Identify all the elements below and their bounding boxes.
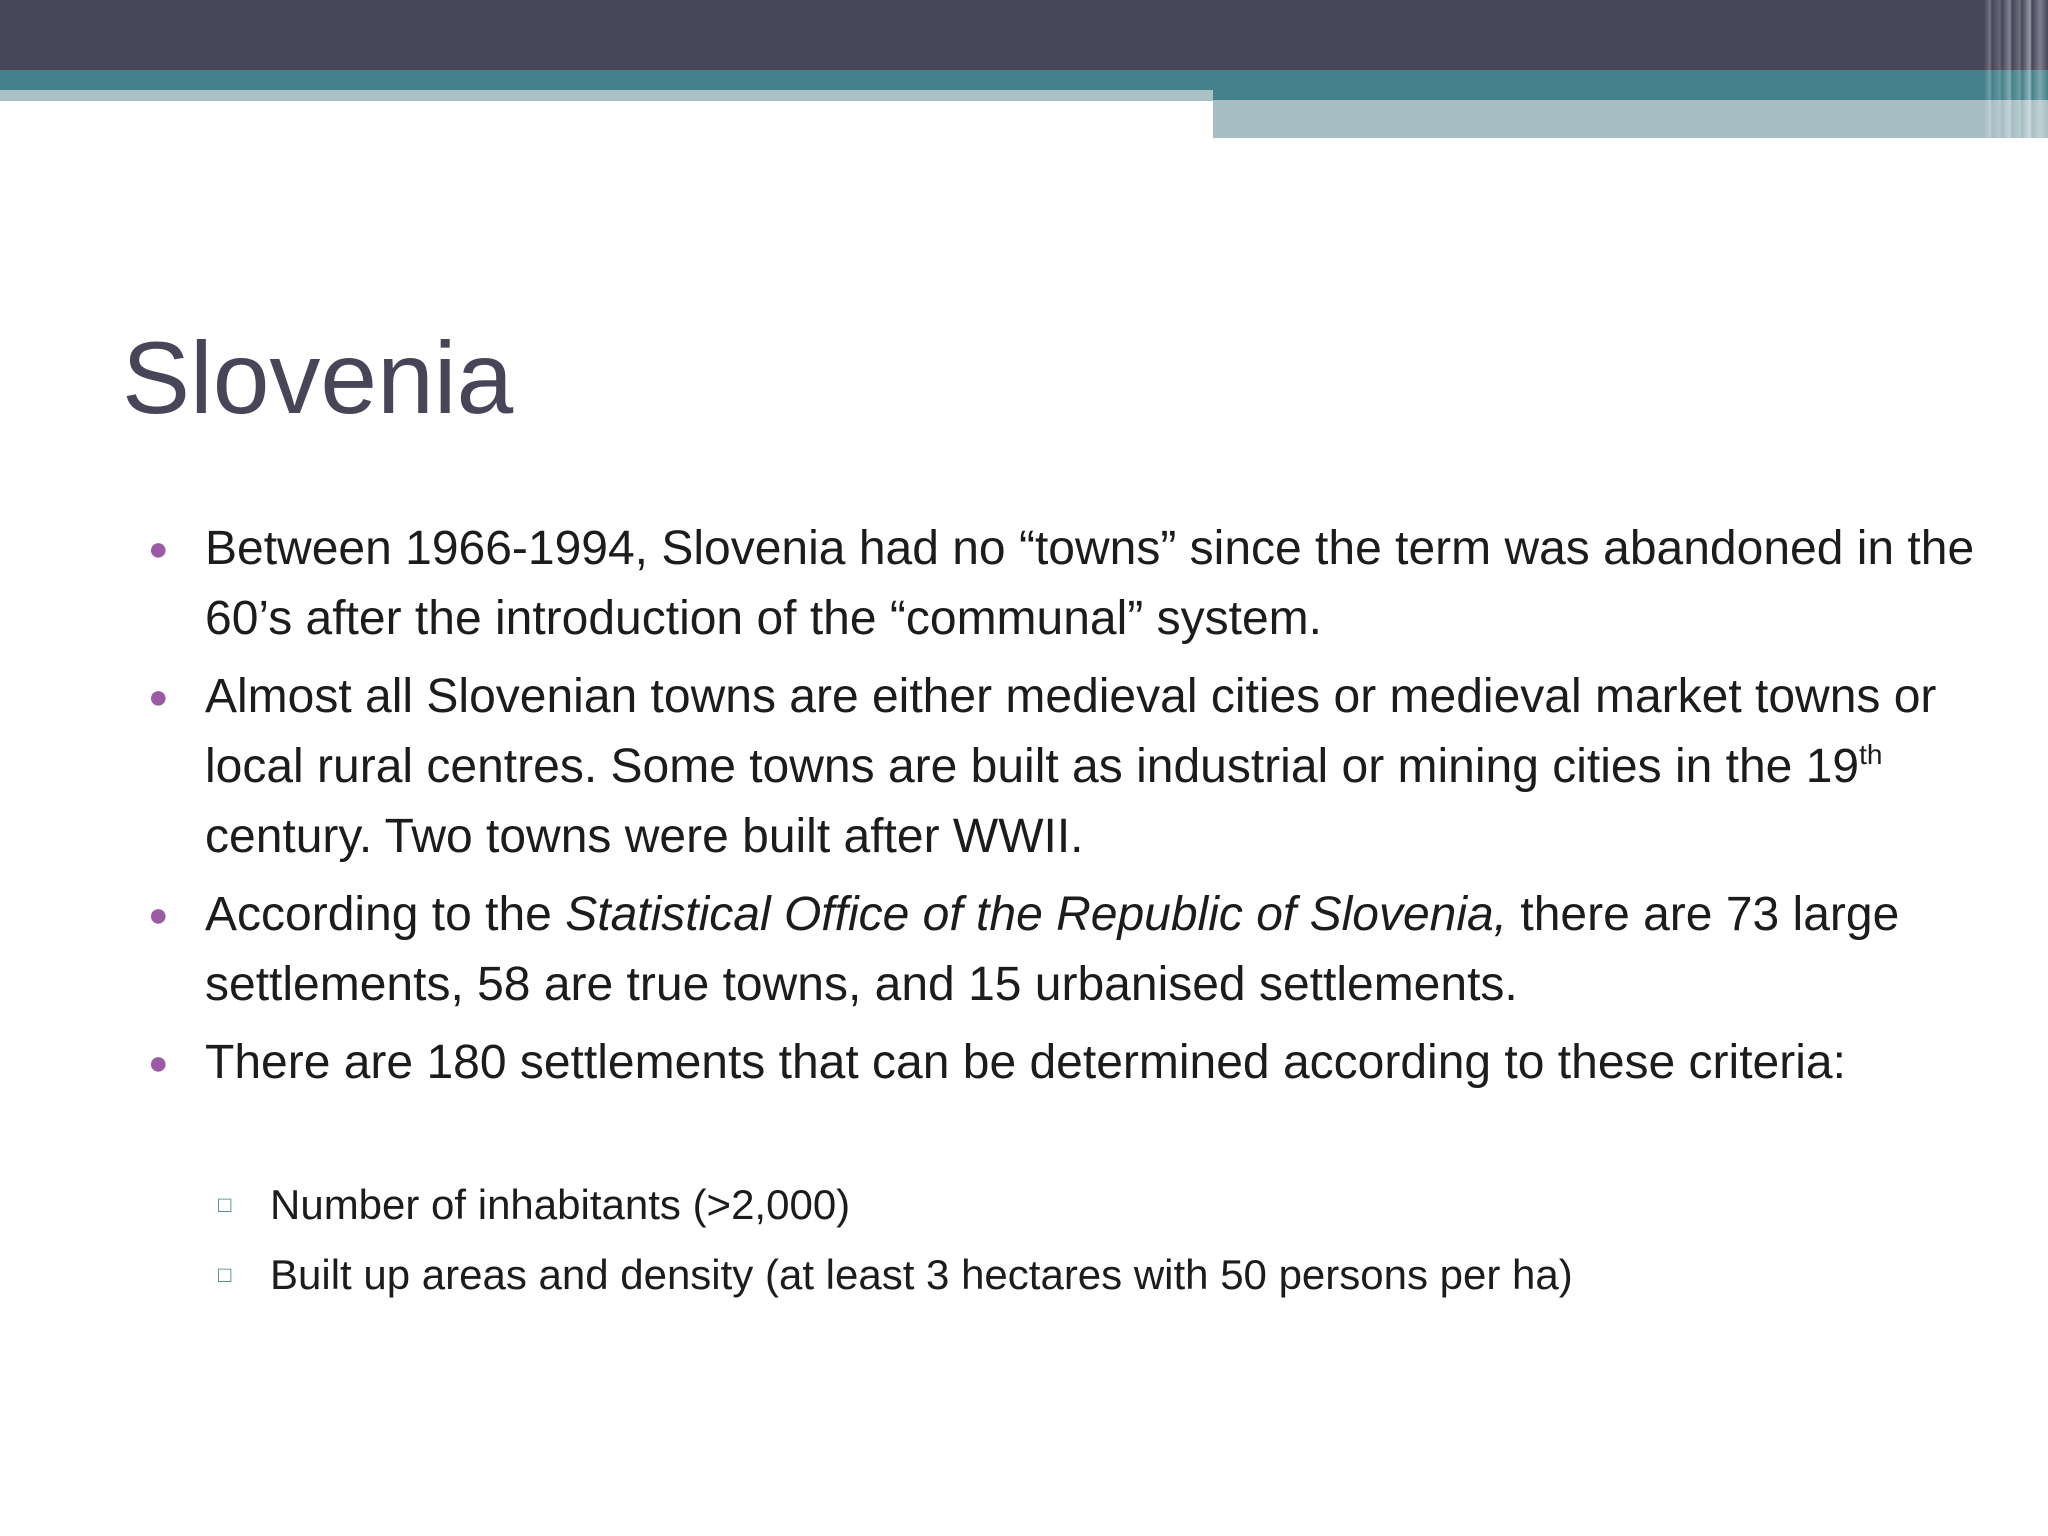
- sub-bullet-text: Built up areas and density (at least 3 hectares with 50 persons per ha): [270, 1251, 1573, 1298]
- bullet-item-1: [148, 514, 2028, 654]
- square-bullet-icon: □: [218, 1192, 232, 1217]
- bullet-item-2: [148, 662, 2028, 872]
- bullet-text: There are 180 settlements that can be determined according to these criteria:: [205, 1036, 1846, 1089]
- bullet-icon: ●: [148, 896, 169, 934]
- bullet-text-continued: century. Two towns were built after WWII.: [205, 810, 1084, 863]
- sub-bullet-text: Number of inhabitants (>2,000): [270, 1181, 851, 1228]
- bullet-icon: ●: [148, 678, 169, 716]
- bullet-text: Between 1966-1994, Slovenia had no “towns” since the term was abandoned in the 60’s after the introduction of the “communal” system.: [205, 522, 1975, 645]
- bullet-icon: ●: [148, 1044, 169, 1082]
- bullet-text-continued: there are 73 large settlements, 58 are true towns, and 15 urbanised settlements.: [205, 888, 1900, 1011]
- sub-bullet-item-2: [148, 1240, 2028, 1310]
- square-bullet-icon: □: [218, 1262, 232, 1287]
- header-light-bar-left: [0, 90, 1213, 101]
- superscript-text: th: [1859, 739, 1883, 770]
- header-stripes-decoration: [1984, 0, 2048, 138]
- bullet-text: According to the: [205, 888, 566, 941]
- header-light-bar-right: [1213, 100, 2048, 138]
- bullet-item-3: [148, 880, 2028, 1020]
- sub-bullet-list: [148, 1170, 2028, 1310]
- bullet-item-4: [148, 1028, 2028, 1098]
- header-dark-bar: [0, 0, 2048, 70]
- bullet-icon: ●: [148, 530, 169, 568]
- slide-title: Slovenia: [122, 321, 514, 435]
- sub-bullet-item-1: [148, 1170, 2028, 1240]
- bullet-list: [148, 514, 2028, 1106]
- italic-organization-name: Statistical Office of the Republic of Slovenia,: [565, 888, 1508, 941]
- bullet-text: Almost all Slovenian towns are either medieval cities or medieval market towns or local rural centres. Some towns are built as industrial or mining cities in the 19: [205, 670, 1937, 793]
